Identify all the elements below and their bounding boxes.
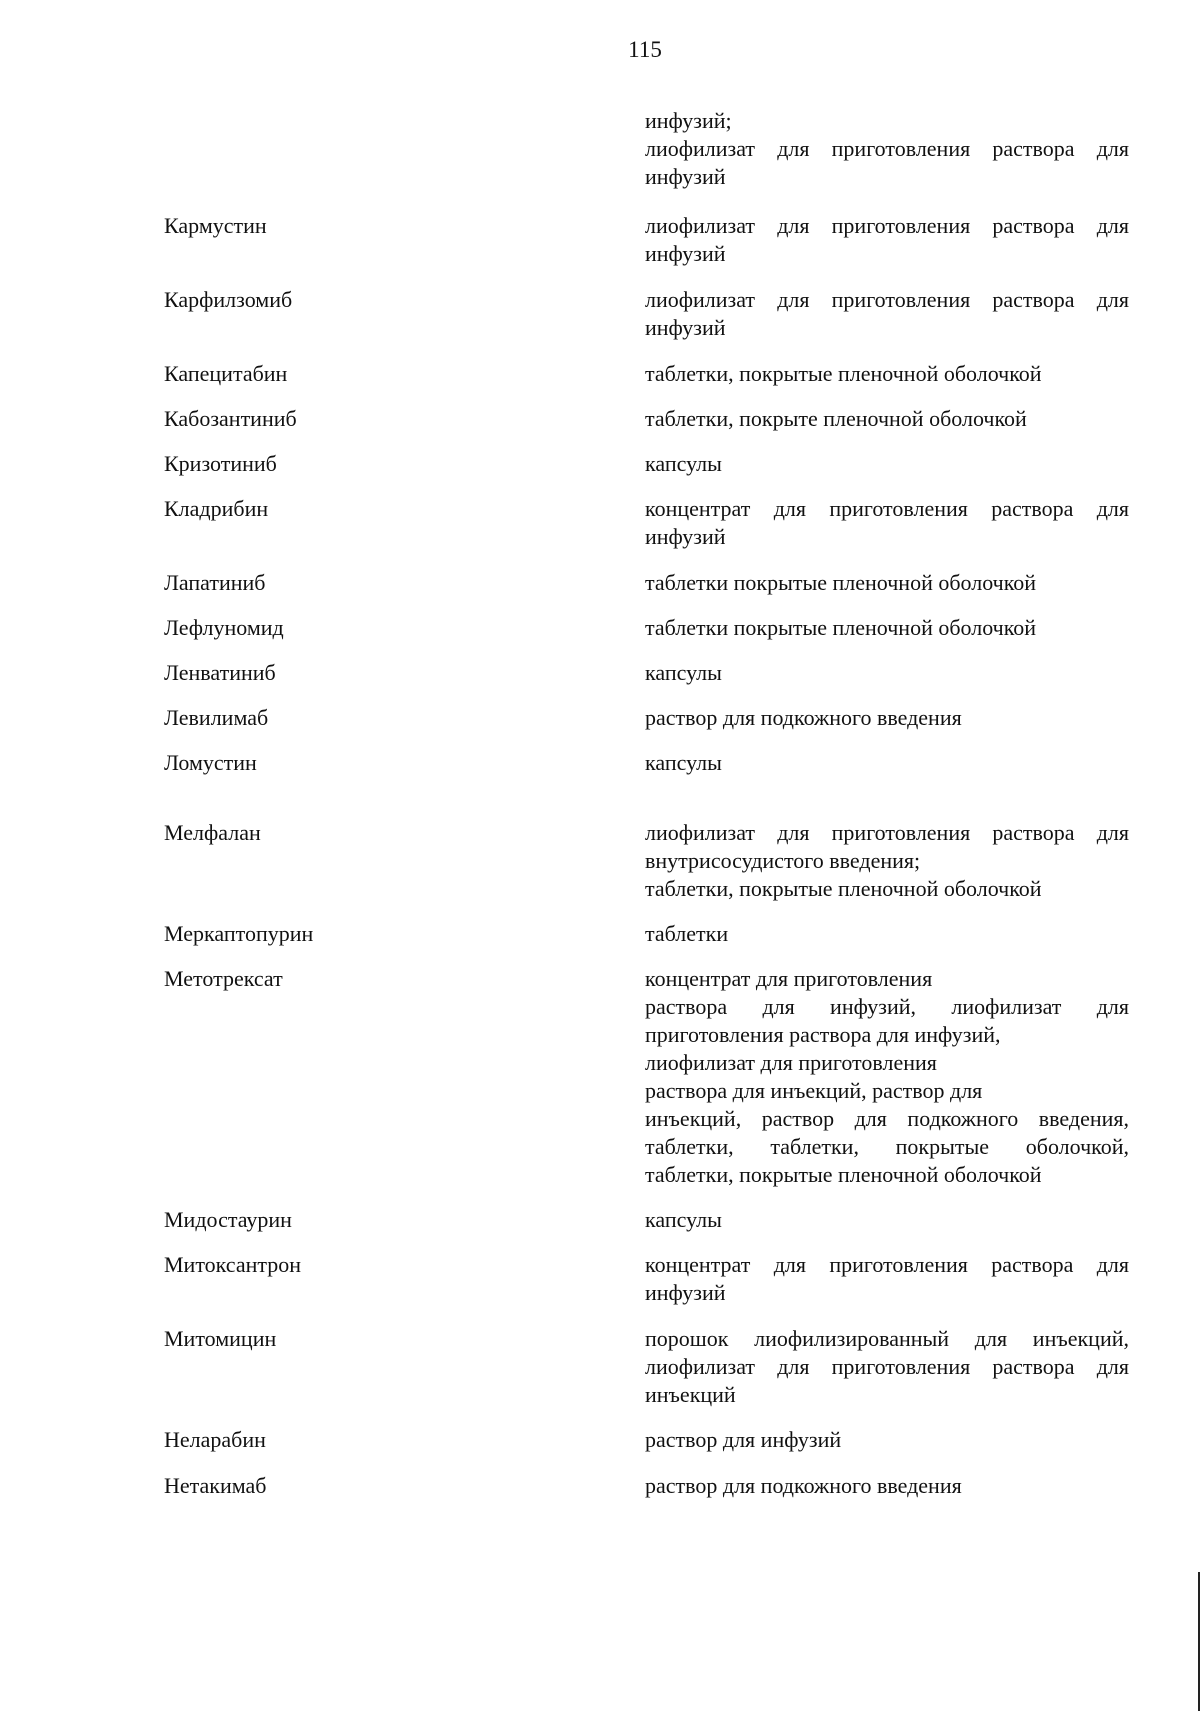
drug-forms bbox=[645, 1426, 1129, 1454]
drug-forms bbox=[645, 286, 1129, 342]
drug-name: Ленватиниб bbox=[164, 660, 276, 685]
continued-drug-forms bbox=[645, 107, 1129, 191]
page-number: 115 bbox=[628, 37, 662, 62]
form-line: раствора для инъекций, раствор для bbox=[645, 1078, 983, 1103]
form-line: капсулы bbox=[645, 1207, 722, 1232]
form-line: раствора для инфузий, лиофилизат для bbox=[645, 994, 1129, 1019]
form-line: таблетки покрытые пленочной оболочкой bbox=[645, 615, 1037, 640]
form-line: раствор для подкожного введения bbox=[645, 705, 962, 730]
form-line: лиофилизат для приготовления раствора для bbox=[645, 136, 1129, 161]
drug-forms bbox=[645, 1206, 1129, 1234]
drug-forms bbox=[645, 614, 1129, 642]
drug-row bbox=[0, 1206, 1200, 1234]
drug-forms bbox=[645, 569, 1129, 597]
form-line: раствор для инфузий bbox=[645, 1427, 842, 1452]
form-line: раствор для подкожного введения bbox=[645, 1473, 962, 1498]
form-line: капсулы bbox=[645, 451, 722, 476]
drug-row bbox=[0, 1325, 1200, 1409]
drug-forms bbox=[645, 920, 1129, 948]
drug-row bbox=[0, 749, 1200, 777]
drug-name: Лапатиниб bbox=[164, 570, 266, 595]
drug-name: Митомицин bbox=[164, 1326, 277, 1351]
drug-forms bbox=[645, 704, 1129, 732]
form-line: приготовления раствора для инфузий, bbox=[645, 1022, 1001, 1047]
form-line: концентрат для приготовления bbox=[645, 966, 933, 991]
drug-forms bbox=[645, 1325, 1129, 1409]
drug-row bbox=[0, 212, 1200, 268]
form-line: инъекций bbox=[645, 1382, 736, 1407]
drug-row bbox=[0, 614, 1200, 642]
drug-row bbox=[0, 1426, 1200, 1454]
drug-name: Мелфалан bbox=[164, 820, 261, 845]
drug-forms bbox=[645, 450, 1129, 478]
form-line: концентрат для приготовления раствора для bbox=[645, 1252, 1129, 1277]
drug-name: Карфилзомиб bbox=[164, 287, 293, 312]
drug-forms bbox=[645, 1251, 1129, 1307]
drug-name: Мидостаурин bbox=[164, 1207, 292, 1232]
form-line: инфузий bbox=[645, 315, 726, 340]
drug-forms bbox=[645, 405, 1129, 433]
form-line: капсулы bbox=[645, 660, 722, 685]
drug-forms bbox=[645, 1472, 1129, 1500]
drug-name: Неларабин bbox=[164, 1427, 266, 1452]
drug-row bbox=[0, 659, 1200, 687]
form-line: лиофилизат для приготовления раствора для bbox=[645, 820, 1129, 845]
drug-name: Кризотиниб bbox=[164, 451, 277, 476]
form-line: лиофилизат для приготовления раствора для bbox=[645, 287, 1129, 312]
drug-row bbox=[0, 495, 1200, 551]
form-line: таблетки, покрыте пленочной оболочкой bbox=[645, 406, 1027, 431]
drug-forms bbox=[645, 212, 1129, 268]
form-line: инъекций, раствор для подкожного введения, bbox=[645, 1106, 1129, 1131]
drug-name: Лефлуномид bbox=[164, 615, 284, 640]
form-line: капсулы bbox=[645, 750, 722, 775]
drug-row bbox=[0, 405, 1200, 433]
drug-name: Меркаптопурин bbox=[164, 921, 314, 946]
drug-list bbox=[0, 212, 1200, 1500]
form-line: таблетки покрытые пленочной оболочкой bbox=[645, 570, 1037, 595]
drug-forms bbox=[645, 360, 1129, 388]
form-line: внутрисосудистого введения; bbox=[645, 848, 921, 873]
drug-name: Ломустин bbox=[164, 750, 257, 775]
form-line: лиофилизат для приготовления bbox=[645, 1050, 937, 1075]
drug-forms bbox=[645, 819, 1129, 903]
drug-row bbox=[0, 360, 1200, 388]
drug-name: Кармустин bbox=[164, 213, 267, 238]
drug-row bbox=[0, 569, 1200, 597]
drug-name: Капецитабин bbox=[164, 361, 288, 386]
drug-name: Митоксантрон bbox=[164, 1252, 302, 1277]
drug-forms bbox=[645, 495, 1129, 551]
drug-name: Левилимаб bbox=[164, 705, 269, 730]
drug-forms bbox=[645, 659, 1129, 687]
drug-name: Кабозантиниб bbox=[164, 406, 297, 431]
form-line: концентрат для приготовления раствора для bbox=[645, 496, 1129, 521]
form-line: инфузий bbox=[645, 164, 726, 189]
form-line: таблетки, покрытые пленочной оболочкой bbox=[645, 876, 1042, 901]
form-line: таблетки bbox=[645, 921, 729, 946]
drug-forms bbox=[645, 749, 1129, 777]
form-line: лиофилизат для приготовления раствора для bbox=[645, 213, 1129, 238]
form-line: таблетки, таблетки, покрытые оболочкой, bbox=[645, 1134, 1129, 1159]
drug-row bbox=[0, 1472, 1200, 1500]
form-line: лиофилизат для приготовления раствора для bbox=[645, 1354, 1129, 1379]
drug-row bbox=[0, 965, 1200, 1189]
form-line: порошок лиофилизированный для инъекций, bbox=[645, 1326, 1129, 1351]
form-line: таблетки, покрытые пленочной оболочкой bbox=[645, 1162, 1042, 1187]
drug-name: Нетакимаб bbox=[164, 1473, 267, 1498]
drug-row bbox=[0, 704, 1200, 732]
drug-row bbox=[0, 819, 1200, 903]
drug-row bbox=[0, 450, 1200, 478]
drug-row bbox=[0, 920, 1200, 948]
form-line: инфузий bbox=[645, 241, 726, 266]
drug-forms bbox=[645, 965, 1129, 1189]
form-line: инфузий; bbox=[645, 108, 732, 133]
drug-name: Кладрибин bbox=[164, 496, 269, 521]
drug-row bbox=[0, 1251, 1200, 1307]
drug-name: Метотрексат bbox=[164, 966, 283, 991]
form-line: инфузий bbox=[645, 524, 726, 549]
drug-row bbox=[0, 286, 1200, 342]
form-line: инфузий bbox=[645, 1280, 726, 1305]
form-line: таблетки, покрытые пленочной оболочкой bbox=[645, 361, 1042, 386]
